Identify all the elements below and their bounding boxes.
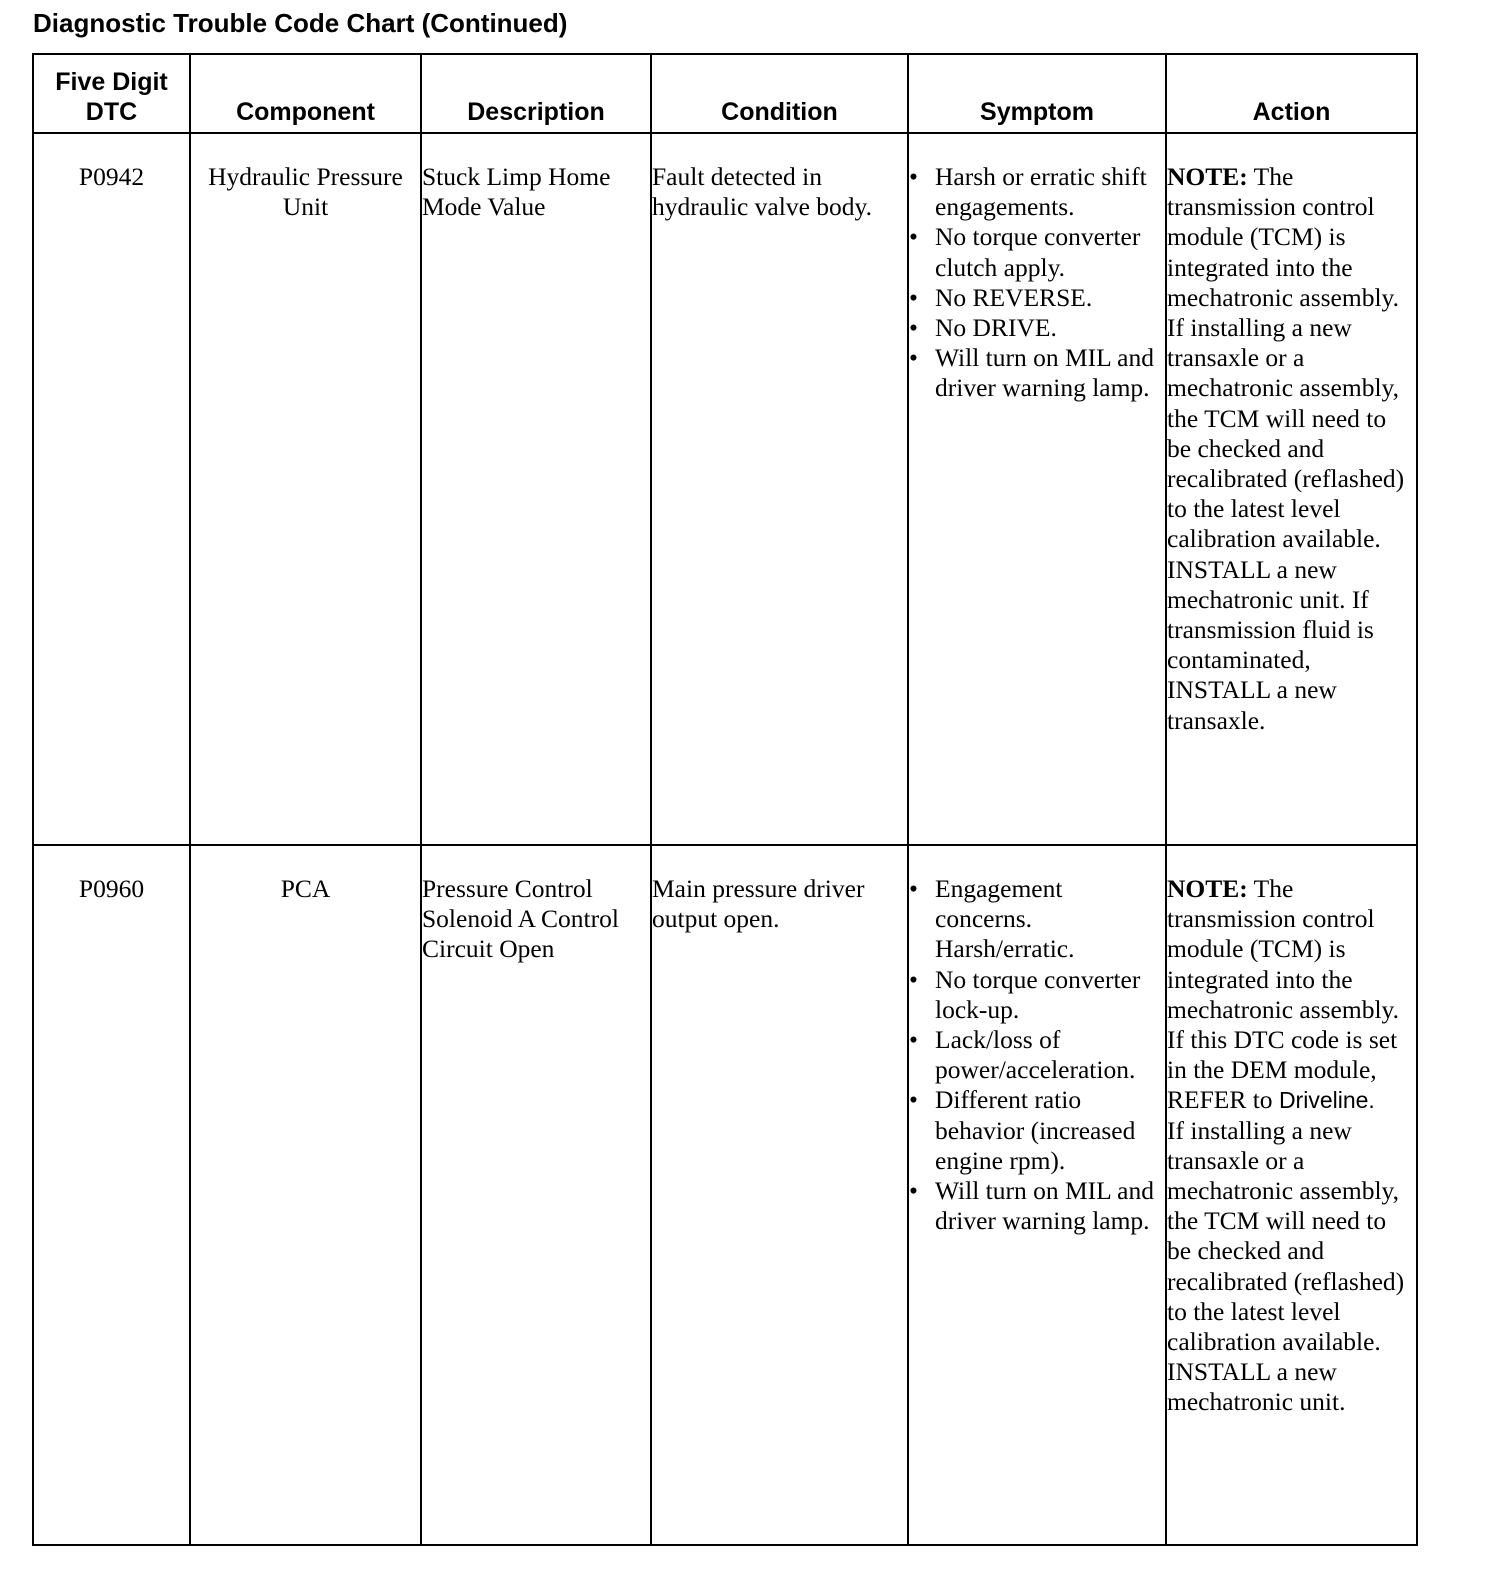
description-cell: Pressure Control Solenoid A Control Circuit Open	[421, 845, 651, 1545]
symptom-text: Different ratio behavior (increased engine rpm).	[935, 1085, 1136, 1175]
header-row	[33, 54, 1417, 133]
symptom-item	[909, 1025, 1165, 1085]
condition-cell: Fault detected in hydraulic valve body.	[651, 133, 908, 845]
page-title: Diagnostic Trouble Code Chart (Continued)	[33, 8, 568, 38]
header-five-digit-dtc	[33, 54, 190, 133]
symptom-item	[909, 1085, 1165, 1176]
bullet-icon: •	[909, 874, 918, 903]
action-instruction: INSTALL a new mechatronic unit. If transmission fluid is contaminated, INSTALL a new transaxle.	[1167, 554, 1374, 735]
bullet-icon: •	[909, 313, 918, 343]
bullet-icon: •	[909, 1176, 918, 1206]
driveline-reference: Driveline.	[1278, 1087, 1375, 1114]
symptom-list	[909, 874, 1165, 1236]
note-text: The transmission control module (TCM) is integrated into the mechatronic assembly. If this DTC code is set in the DEM module, REFER to	[1167, 874, 1400, 1115]
symptom-item	[909, 313, 1165, 343]
symptom-text: Harsh or erratic shift engagements.	[935, 162, 1147, 222]
symptom-text: Engagement concerns. Harsh/erratic.	[935, 874, 1075, 964]
bullet-icon: •	[909, 1025, 918, 1055]
symptom-item	[909, 874, 1165, 965]
note-label: NOTE:	[1167, 874, 1248, 903]
action-cell	[1166, 845, 1417, 1545]
note-text-continued: If installing a new transaxle or a mechatronic assembly, the TCM will need to be checked and recalibrated (reflashed) to the latest level calibration available.	[1167, 1115, 1405, 1357]
note-text: The transmission control module (TCM) is integrated into the mechatronic assembly. If installing a new transaxle or a mechatronic assembly, the TCM will need to be checked and recalibrated (reflashed) to the latest level calibration available.	[1167, 162, 1405, 554]
description-cell: Stuck Limp Home Mode Value	[421, 133, 651, 845]
header-dtc-line1: Five Digit	[55, 68, 168, 96]
bullet-icon: •	[909, 964, 918, 994]
symptom-text: No torque converter clutch apply.	[935, 222, 1141, 282]
symptom-cell	[908, 133, 1166, 845]
symptom-item	[909, 343, 1165, 403]
header-component: Component	[190, 54, 421, 133]
header-symptom: Symptom	[908, 54, 1166, 133]
symptom-cell	[908, 845, 1166, 1545]
symptom-text: Will turn on MIL and driver warning lamp.	[935, 343, 1154, 403]
symptom-item	[909, 162, 1165, 222]
bullet-icon: •	[909, 282, 918, 312]
header-description: Description	[421, 54, 651, 133]
symptom-text: Lack/loss of power/acceleration.	[935, 1025, 1136, 1085]
action-note	[1167, 874, 1416, 1116]
dtc-code-cell: P0942	[33, 133, 190, 845]
action-cell	[1166, 133, 1417, 845]
symptom-item	[909, 1176, 1165, 1236]
symptom-text: No REVERSE.	[935, 282, 1093, 312]
component-cell: PCA	[190, 845, 421, 1545]
symptom-item	[909, 283, 1165, 313]
bullet-icon: •	[909, 162, 918, 191]
symptom-text: No torque converter lock-up.	[935, 964, 1141, 1024]
symptom-list	[909, 162, 1165, 404]
bullet-icon: •	[909, 343, 918, 373]
condition-cell: Main pressure driver output open.	[651, 845, 908, 1545]
header-dtc-line2: DTC	[85, 98, 138, 126]
bullet-icon: •	[909, 1085, 918, 1115]
action-note	[1167, 162, 1416, 555]
symptom-text: Will turn on MIL and driver warning lamp.	[935, 1176, 1154, 1236]
dtc-chart-table	[32, 53, 1418, 1546]
table-row	[33, 133, 1417, 845]
header-action: Action	[1166, 54, 1417, 133]
note-label: NOTE:	[1167, 162, 1248, 191]
component-cell: Hydraulic Pressure Unit	[190, 133, 421, 845]
bullet-icon: •	[909, 222, 918, 252]
action-instruction: INSTALL a new mechatronic unit.	[1167, 1357, 1346, 1417]
table-row	[33, 845, 1417, 1545]
symptom-text: No DRIVE.	[935, 313, 1057, 343]
dtc-code-cell: P0960	[33, 845, 190, 1545]
symptom-item	[909, 222, 1165, 282]
symptom-item	[909, 965, 1165, 1025]
header-condition: Condition	[651, 54, 908, 133]
